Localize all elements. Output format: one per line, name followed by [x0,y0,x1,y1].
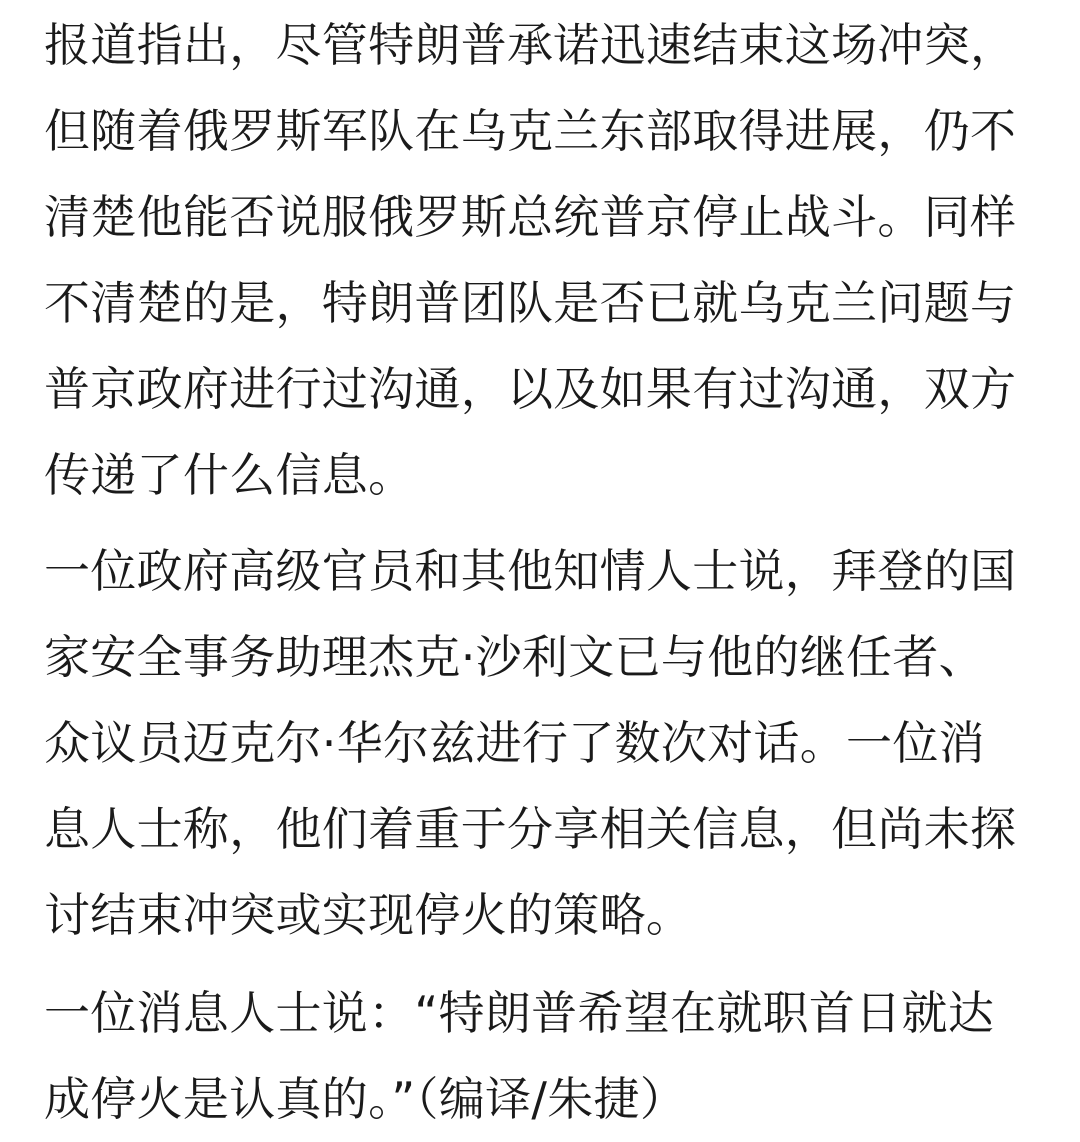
text-line: 讨结束冲突或实现停火的策略。 [44,888,693,942]
text-line: 普京政府进行过沟通，以及如果有过沟通，双方 [44,362,1017,416]
paragraph-3 [44,970,1044,1142]
paragraph-2 [44,528,1044,958]
text-line: 一位政府高级官员和其他知情人士说，拜登的国 [44,544,1017,598]
text-line: 但随着俄罗斯军队在乌克兰东部取得进展，仍不 [44,104,1017,158]
text-line: 成停火是认真的。”（编译/朱捷） [44,1072,687,1126]
text-line: 家安全事务助理杰克·沙利文已与他的继任者、 [44,630,985,684]
text-line: 众议员迈克尔·华尔兹进行了数次对话。一位消 [44,716,985,770]
text-line: 清楚他能否说服俄罗斯总统普京停止战斗。同样 [44,190,1017,244]
text-line: 不清楚的是，特朗普团队是否已就乌克兰问题与 [44,276,1017,330]
text-line: 传递了什么信息。 [44,448,415,502]
text-line: 息人士称，他们着重于分享相关信息，但尚未探 [44,802,1017,856]
paragraph-1 [44,0,1044,518]
text-line: 报道指出，尽管特朗普承诺迅速结束这场冲突， [44,18,1017,72]
text-line: 一位消息人士说：“特朗普希望在就职首日就达 [44,986,995,1040]
article-body [44,0,1044,1142]
